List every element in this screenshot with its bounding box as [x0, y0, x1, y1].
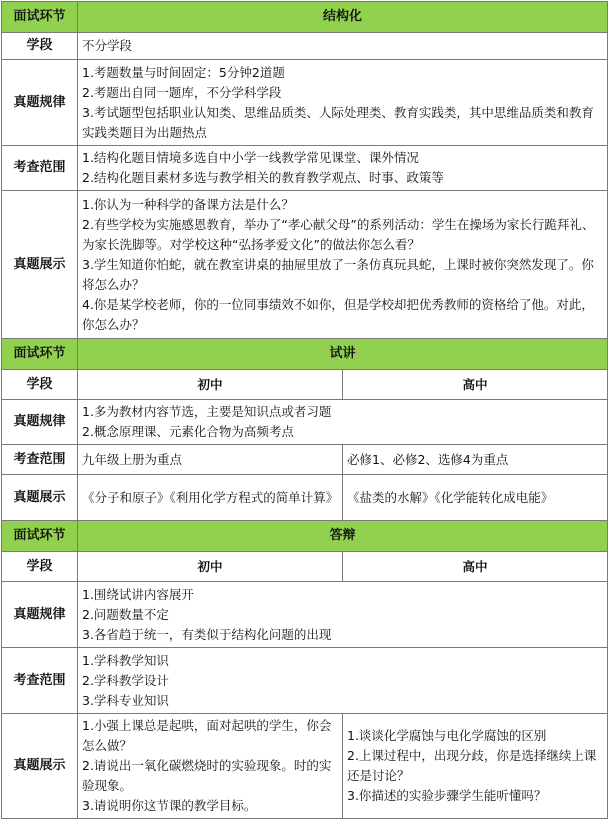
list-item: 2.问题数量不定: [82, 606, 169, 622]
list-item: 3.学科专业知识: [82, 692, 169, 708]
list-item: 2.结构化题目素材多选与教学相关的教育教学观点、时事、政策等: [82, 170, 444, 185]
section2-scope-senior: 必修1、必修2、选修4为重点: [343, 445, 608, 475]
section1-scope-row: [2, 146, 608, 191]
section1-examples-row: [2, 191, 608, 339]
interview-table: [1, 1, 608, 819]
section2-pattern-cell: [78, 400, 608, 445]
section2-scope-label: 考查范围: [2, 445, 78, 475]
list-item: 1.多为教材内容节选，主要是知识点或者习题: [82, 404, 332, 419]
section3-header-row: [2, 521, 608, 552]
section3-examples-label: 真题展示: [2, 714, 78, 819]
list-item: 3.请说明你这节课的教学目标。: [82, 798, 257, 813]
list-item: 2.请说出一氧化碳燃烧时的实验现象。时的实验现象。: [82, 758, 332, 793]
section2-pattern-label: 真题规律: [2, 400, 78, 445]
section1-pattern-row: [2, 60, 608, 146]
section3-pattern-row: [2, 582, 608, 648]
list-item: 3.各省趋于统一，有类似于结构化问题的出现: [82, 626, 332, 642]
section1-stage-row: [2, 33, 608, 60]
section1-pattern-label: 真题规律: [2, 60, 78, 146]
section3-stage-row: [2, 552, 608, 582]
section2-pattern-row: [2, 400, 608, 445]
section3-pattern-label: 真题规律: [2, 582, 78, 648]
section1-header-label: 面试环节: [2, 2, 78, 33]
list-item: 2.上课过程中，出现分歧，你是选择继续上课还是讨论？: [347, 748, 597, 783]
section2-header-label: 面试环节: [2, 339, 78, 370]
interview-summary-page: [1, 1, 607, 819]
list-item: 1.谈谈化学腐蚀与电化学腐蚀的区别: [347, 728, 547, 743]
section3-header-label: 面试环节: [2, 521, 78, 552]
section1-scope-label: 考查范围: [2, 146, 78, 191]
list-item: 3.考试题型包括职业认知类、思维品质类、人际处理类、教育实践类，其中思维品质类和教育实践类题目为出题热点: [82, 104, 594, 140]
list-item: 1.你认为一种科学的备课方法是什么？: [82, 196, 294, 212]
section3-scope-label: 考查范围: [2, 648, 78, 714]
section2-header-title: 试讲: [78, 339, 608, 370]
section3-col-junior: 初中: [78, 552, 343, 582]
section3-examples-junior: [78, 714, 343, 819]
section3-col-senior: 高中: [343, 552, 608, 582]
list-item: 2.有些学校为实施感恩教育，举办了“孝心献父母”的系列活动：学生在操场为家长行跪拜礼、为家长洗脚等。对学校这种“弘扬孝爱文化”的做法你怎么看？: [82, 216, 595, 252]
section1-pattern-cell: [78, 60, 608, 146]
list-item: 2.概念原理课、元素化合物为高频考点: [82, 424, 294, 439]
section1-header-row: [2, 2, 608, 33]
section1-stage-value: 不分学段: [78, 33, 608, 60]
section1-examples-cell: [78, 191, 608, 339]
section3-examples-senior: [343, 714, 608, 819]
list-item: 1.结构化题目情境多选自中小学一线教学常见课堂、课外情况: [82, 150, 419, 165]
list-item: 1.小强上课总是起哄，面对起哄的学生，你会怎么做？: [82, 718, 332, 753]
section2-examples-junior: 《分子和原子》《利用化学方程式的简单计算》: [78, 475, 343, 521]
section2-col-senior: 高中: [343, 370, 608, 400]
section1-header-title: 结构化: [78, 2, 608, 33]
list-item: 2.考题出自同一题库，不分学科学段: [82, 84, 282, 100]
section1-scope-cell: [78, 146, 608, 191]
section1-examples-label: 真题展示: [2, 191, 78, 339]
section2-examples-senior: 《盐类的水解》《化学能转化成电能》: [343, 475, 608, 521]
section2-scope-junior: 九年级上册为重点: [78, 445, 343, 475]
section1-stage-label: 学段: [2, 33, 78, 60]
section2-stage-row: [2, 370, 608, 400]
list-item: 1.学科教学知识: [82, 652, 169, 668]
section3-stage-label: 学段: [2, 552, 78, 582]
section2-examples-row: [2, 475, 608, 521]
section3-pattern-cell: [78, 582, 608, 648]
section2-col-junior: 初中: [78, 370, 343, 400]
list-item: 3.学生知道你怕蛇，就在教室讲桌的抽屉里放了一条仿真玩具蛇，上课时被你突然发现了。你将怎么办？: [82, 256, 594, 292]
list-item: 2.学科教学设计: [82, 672, 169, 688]
section3-scope-row: [2, 648, 608, 714]
section3-header-title: 答辩: [78, 521, 608, 552]
list-item: 4.你是某学校老师，你的一位同事绩效不如你，但是学校却把优秀教师的资格给了他。对此，你怎么办？: [82, 296, 594, 332]
section2-examples-label: 真题展示: [2, 475, 78, 521]
section2-stage-label: 学段: [2, 370, 78, 400]
section2-scope-row: [2, 445, 608, 475]
section3-scope-cell: [78, 648, 608, 714]
section2-header-row: [2, 339, 608, 370]
section3-examples-row: [2, 714, 608, 819]
list-item: 3.你描述的实验步骤学生能听懂吗？: [347, 788, 547, 803]
list-item: 1.考题数量与时间固定：5分钟2道题: [82, 64, 285, 80]
list-item: 1.围绕试讲内容展开: [82, 586, 194, 602]
